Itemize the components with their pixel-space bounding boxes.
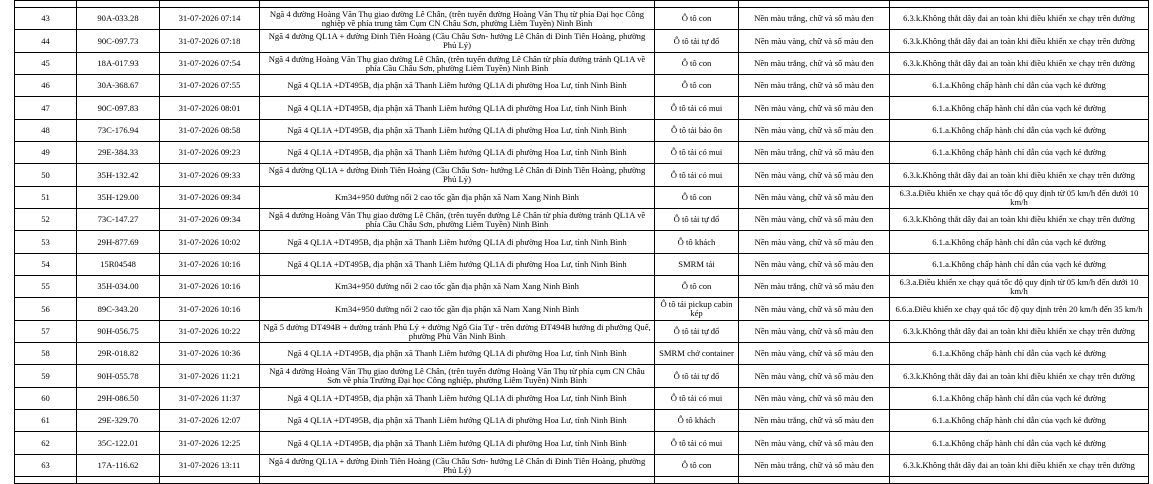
table-row-partial-top — [15, 1, 1149, 8]
cell-violation: 6.1.a.Không chấp hành chỉ dẫn của vạch kẻ đường — [890, 254, 1149, 276]
cell-location: Ngã 4 QL1A +DT495B, địa phận xã Thanh Liêm hướng QL1A đi phường Hoa Lư, tỉnh Ninh Bình — [260, 343, 655, 365]
cell-location: Ngã 5 đường DT494B + đường tránh Phủ Lý + đường Ngô Gia Tự - trên đường ĐT494B hướng đi phường Quế, phường Phù Vân Ninh Bình — [260, 321, 655, 343]
cell-plate-color: Nền màu vàng, chữ và số màu đen — [739, 321, 890, 343]
cell-location: Ngã 4 đường QL1A + đường Đinh Tiên Hoàng (Cầu Châu Sơn- hướng Lê Chân đi Đinh Tiên Hoàng, phường Phủ Lý) — [260, 455, 655, 477]
cell-plate: 90C-097.83 — [77, 97, 160, 120]
table-row — [15, 365, 1149, 388]
cell-vehicle: Ô tô con — [655, 455, 739, 477]
cell-time: 31-07-2026 12:25 — [160, 432, 260, 455]
cell-plate-color: Nền màu vàng, chữ và số màu đen — [739, 298, 890, 321]
cell-time: 31-07-2026 09:33 — [160, 164, 260, 187]
table-row — [15, 455, 1149, 477]
cell-time: 31-07-2026 08:01 — [160, 97, 260, 120]
cell-plate: 29H-086.50 — [77, 388, 160, 410]
table-row — [15, 187, 1149, 209]
cell-location: Ngã 4 QL1A +DT495B, địa phận xã Thanh Liêm hướng QL1A đi phường Hoa Lư, tỉnh Ninh Bình — [260, 254, 655, 276]
cell-stt: 57 — [15, 321, 77, 343]
cell-vehicle: Ô tô tải có mui — [655, 142, 739, 164]
cell-stt: 56 — [15, 298, 77, 321]
cell-location: Ngã 4 QL1A +DT495B, địa phận xã Thanh Liêm hướng QL1A đi phường Hoa Lư, tỉnh Ninh Bình — [260, 97, 655, 120]
cell-stt: 55 — [15, 276, 77, 298]
cell-plate: 29E-329.70 — [77, 410, 160, 432]
cell-stt: 49 — [15, 142, 77, 164]
cell-violation: 6.3.k.Không thắt dây đai an toàn khi điều khiển xe chạy trên đường — [890, 53, 1149, 75]
table-row — [15, 97, 1149, 120]
cell-time: 31-07-2026 10:22 — [160, 321, 260, 343]
cell-time: 31-07-2026 10:16 — [160, 298, 260, 321]
cell-plate: 90H-055.78 — [77, 365, 160, 388]
cell-plate-color: Nền màu vàng, chữ và số màu đen — [739, 365, 890, 388]
table-row — [15, 8, 1149, 30]
cell-plate-color: Nền màu trắng, chữ và số màu đen — [739, 8, 890, 30]
cell-plate: 29H-877.69 — [77, 231, 160, 254]
cell-plate-color: Nền màu trắng, chữ và số màu đen — [739, 142, 890, 164]
table-row — [15, 30, 1149, 53]
cell-time: 31-07-2026 11:37 — [160, 388, 260, 410]
cell-vehicle: Ô tô khách — [655, 410, 739, 432]
cell-violation: 6.1.a.Không chấp hành chỉ dẫn của vạch kẻ đường — [890, 410, 1149, 432]
cell-vehicle: Ô tô tải tự đổ — [655, 30, 739, 53]
cell-location: Ngã 4 QL1A +DT495B, địa phận xã Thanh Liêm hướng QL1A đi phường Hoa Lư, tỉnh Ninh Bình — [260, 410, 655, 432]
cell-plate: 90H-056.75 — [77, 321, 160, 343]
cell-stt: 58 — [15, 343, 77, 365]
cell-plate: 89C-343.20 — [77, 298, 160, 321]
cell-time: 31-07-2026 09:34 — [160, 187, 260, 209]
cell-time: 31-07-2026 08:58 — [160, 120, 260, 142]
violation-table-body — [15, 1, 1149, 484]
table-row — [15, 164, 1149, 187]
cell-plate-color: Nền màu vàng, chữ và số màu đen — [739, 209, 890, 231]
cell-violation: 6.1.a.Không chấp hành chỉ dẫn của vạch kẻ đường — [890, 388, 1149, 410]
cell-time: 31-07-2026 10:16 — [160, 276, 260, 298]
table-row — [15, 298, 1149, 321]
table-row — [15, 75, 1149, 97]
cell-plate-color: Nền màu vàng, chữ và số màu đen — [739, 187, 890, 209]
cell-plate-color: Nền màu trắng, chữ và số màu đen — [739, 75, 890, 97]
cell-violation: 6.3.a.Điều khiển xe chạy quá tốc độ quy định từ 05 km/h đến dưới 10 km/h — [890, 187, 1149, 209]
cell-violation: 6.3.k.Không thắt dây đai an toàn khi điều khiển xe chạy trên đường — [890, 365, 1149, 388]
cell-violation: 6.1.a.Không chấp hành chỉ dẫn của vạch kẻ đường — [890, 432, 1149, 455]
cell-location: Ngã 4 QL1A +DT495B, địa phận xã Thanh Liêm hướng QL1A đi phường Hoa Lư, tỉnh Ninh Bình — [260, 388, 655, 410]
cell-time: 31-07-2026 10:36 — [160, 343, 260, 365]
cell-location: Ngã 4 đường Hoàng Văn Thụ giao đường Lê Chân, (trên tuyến đường Hoàng Văn Thụ từ phía Đại học Công nghiệp về phía trung tâm Cụm CN Châu Sơn, phường Liêm Tuyền) Ninh Bình — [260, 8, 655, 30]
cell-violation: 6.3.k.Không thắt dây đai an toàn khi điều khiển xe chạy trên đường — [890, 455, 1149, 477]
cell-plate: 35H-132.42 — [77, 164, 160, 187]
table-row — [15, 209, 1149, 231]
document-page — [14, 0, 1148, 484]
cell-plate: 15R04548 — [77, 254, 160, 276]
cell-plate: 73C-147.27 — [77, 209, 160, 231]
cell-plate-color: Nền màu trắng, chữ và số màu đen — [739, 276, 890, 298]
cell-vehicle: Ô tô con — [655, 75, 739, 97]
table-row-partial-bottom — [15, 477, 1149, 484]
cell-stt: 62 — [15, 432, 77, 455]
table-row — [15, 388, 1149, 410]
cell-time: 31-07-2026 07:54 — [160, 53, 260, 75]
cell-vehicle: Ô tô con — [655, 276, 739, 298]
table-row — [15, 432, 1149, 455]
cell-violation: 6.1.a.Không chấp hành chỉ dẫn của vạch kẻ đường — [890, 120, 1149, 142]
cell-plate: 35C-122.01 — [77, 432, 160, 455]
cell-violation: 6.3.k.Không thắt dây đai an toàn khi điều khiển xe chạy trên đường — [890, 30, 1149, 53]
cell-location: Ngã 4 QL1A +DT495B, địa phận xã Thanh Liêm hướng QL1A đi phường Hoa Lư, tỉnh Ninh Bình — [260, 231, 655, 254]
cell-vehicle: Ô tô tải có mui — [655, 432, 739, 455]
cell-vehicle: Ô tô con — [655, 53, 739, 75]
cell-plate: 18A-017.93 — [77, 53, 160, 75]
cell-vehicle: Ô tô tải có mui — [655, 164, 739, 187]
cell-location: Ngã 4 đường QL1A + đường Đinh Tiên Hoàng (Cầu Châu Sơn- hướng Lê Chân đi Đinh Tiên Hoàng, phường Phủ Lý) — [260, 30, 655, 53]
cell-stt: 44 — [15, 30, 77, 53]
table-row — [15, 231, 1149, 254]
cell-plate-color: Nền màu trắng, chữ và số màu đen — [739, 53, 890, 75]
cell-vehicle: Ô tô tải tự đổ — [655, 365, 739, 388]
cell-vehicle: Ô tô tải bảo ôn — [655, 120, 739, 142]
cell-location: Km34+950 đường nối 2 cao tốc gần địa phận xã Nam Xang Ninh Bình — [260, 187, 655, 209]
cell-time: 31-07-2026 10:16 — [160, 254, 260, 276]
cell-violation: 6.1.a.Không chấp hành chỉ dẫn của vạch kẻ đường — [890, 343, 1149, 365]
table-row — [15, 120, 1149, 142]
cell-violation: 6.1.a.Không chấp hành chỉ dẫn của vạch kẻ đường — [890, 75, 1149, 97]
cell-location: Km34+950 đường nối 2 cao tốc gần địa phận xã Nam Xang Ninh Bình — [260, 276, 655, 298]
cell-stt: 63 — [15, 455, 77, 477]
cell-plate-color: Nền màu vàng, chữ và số màu đen — [739, 432, 890, 455]
cell-stt: 59 — [15, 365, 77, 388]
cell-location: Km34+950 đường nối 2 cao tốc gần địa phận xã Nam Xang Ninh Bình — [260, 298, 655, 321]
cell-vehicle: Ô tô tải có mui — [655, 388, 739, 410]
cell-time: 31-07-2026 07:18 — [160, 30, 260, 53]
cell-stt: 60 — [15, 388, 77, 410]
cell-plate-color: Nền màu vàng, chữ và số màu đen — [739, 97, 890, 120]
cell-plate-color: Nền màu vàng, chữ và số màu đen — [739, 343, 890, 365]
cell-stt: 50 — [15, 164, 77, 187]
table-row — [15, 321, 1149, 343]
cell-stt: 61 — [15, 410, 77, 432]
cell-vehicle: Ô tô tải pickup cabin kép — [655, 298, 739, 321]
cell-plate-color: Nền màu vàng, chữ và số màu đen — [739, 164, 890, 187]
cell-time: 31-07-2026 07:55 — [160, 75, 260, 97]
cell-time: 31-07-2026 13:11 — [160, 455, 260, 477]
cell-violation: 6.3.k.Không thắt dây đai an toàn khi điều khiển xe chạy trên đường — [890, 8, 1149, 30]
cell-violation: 6.1.a.Không chấp hành chỉ dẫn của vạch kẻ đường — [890, 142, 1149, 164]
cell-stt: 52 — [15, 209, 77, 231]
cell-plate-color: Nền màu vàng, chữ và số màu đen — [739, 120, 890, 142]
cell-location: Ngã 4 QL1A +DT495B, địa phận xã Thanh Liêm hướng QL1A đi phường Hoa Lư, tỉnh Ninh Bình — [260, 432, 655, 455]
cell-time: 31-07-2026 09:23 — [160, 142, 260, 164]
cell-plate-color: Nền màu trắng, chữ và số màu đen — [739, 410, 890, 432]
cell-violation: 6.3.a.Điều khiển xe chạy quá tốc độ quy định từ 05 km/h đến dưới 10 km/h — [890, 276, 1149, 298]
cell-violation: 6.1.a.Không chấp hành chỉ dẫn của vạch kẻ đường — [890, 97, 1149, 120]
table-row — [15, 343, 1149, 365]
cell-stt: 53 — [15, 231, 77, 254]
cell-plate: 90A-033.28 — [77, 8, 160, 30]
table-row — [15, 142, 1149, 164]
cell-stt: 51 — [15, 187, 77, 209]
cell-plate: 35H-129.00 — [77, 187, 160, 209]
cell-violation: 6.3.k.Không thắt dây đai an toàn khi điều khiển xe chạy trên đường — [890, 164, 1149, 187]
cell-location: Ngã 4 đường Hoàng Văn Thụ giao đường Lê Chân, (trên tuyến đường Hoàng Văn Thụ từ phía cụm CN Châu Sơn về phía Trường Đại học Công nghiệp, phường Liêm Tuyền) Ninh Bình — [260, 365, 655, 388]
cell-time: 31-07-2026 11:21 — [160, 365, 260, 388]
cell-vehicle: Ô tô tải tự đổ — [655, 209, 739, 231]
cell-plate: 73C-176.94 — [77, 120, 160, 142]
cell-plate-color: Nền màu trắng, chữ và số màu đen — [739, 455, 890, 477]
cell-plate: 29R-018.82 — [77, 343, 160, 365]
cell-time: 31-07-2026 07:14 — [160, 8, 260, 30]
cell-vehicle: SMRM tải — [655, 254, 739, 276]
table-row — [15, 276, 1149, 298]
cell-time: 31-07-2026 12:07 — [160, 410, 260, 432]
cell-vehicle: Ô tô con — [655, 8, 739, 30]
cell-plate: 30A-368.67 — [77, 75, 160, 97]
cell-location: Ngã 4 đường Hoàng Văn Thụ giao đường Lê Chân, (trên tuyến đường Lê Chân từ phía đường tránh QL1A về phía Cầu Châu Sơn, phường Liêm Tuyền) Ninh Bình — [260, 53, 655, 75]
cell-stt: 47 — [15, 97, 77, 120]
cell-violation: 6.1.a.Không chấp hành chỉ dẫn của vạch kẻ đường — [890, 231, 1149, 254]
cell-vehicle: Ô tô tải có mui — [655, 97, 739, 120]
cell-time: 31-07-2026 10:02 — [160, 231, 260, 254]
table-row — [15, 53, 1149, 75]
cell-stt: 43 — [15, 8, 77, 30]
cell-plate-color: Nền màu vàng, chữ và số màu đen — [739, 254, 890, 276]
cell-location: Ngã 4 đường QL1A + đường Đinh Tiên Hoàng (Cầu Châu Sơn- hướng Lê Chân đi Đinh Tiên Hoàng, phường Phủ Lý) — [260, 164, 655, 187]
cell-vehicle: Ô tô con — [655, 187, 739, 209]
cell-plate-color: Nền màu vàng, chữ và số màu đen — [739, 231, 890, 254]
cell-violation: 6.3.k.Không thắt dây đai an toàn khi điều khiển xe chạy trên đường — [890, 209, 1149, 231]
cell-plate: 90C-097.73 — [77, 30, 160, 53]
cell-plate: 17A-116.62 — [77, 455, 160, 477]
cell-location: Ngã 4 đường Hoàng Văn Thụ giao đường Lê Chân, (trên tuyến đường Lê Chân từ phía đường tránh QL1A về phía Cầu Châu Sơn, phường Liêm Tuyền) Ninh Bình — [260, 209, 655, 231]
cell-violation: 6.6.a.Điều khiển xe chạy quá tốc độ quy định trên 20 km/h đến 35 km/h — [890, 298, 1149, 321]
cell-stt: 45 — [15, 53, 77, 75]
cell-vehicle: Ô tô tải tự đổ — [655, 321, 739, 343]
cell-stt: 46 — [15, 75, 77, 97]
table-row — [15, 254, 1149, 276]
cell-location: Ngã 4 QL1A +DT495B, địa phận xã Thanh Liêm hướng QL1A đi phường Hoa Lư, tỉnh Ninh Bình — [260, 142, 655, 164]
cell-vehicle: SMRM chở container — [655, 343, 739, 365]
cell-vehicle: Ô tô khách — [655, 231, 739, 254]
violation-table — [14, 0, 1149, 484]
cell-plate-color: Nền màu vàng, chữ và số màu đen — [739, 30, 890, 53]
cell-time: 31-07-2026 09:34 — [160, 209, 260, 231]
cell-location: Ngã 4 QL1A +DT495B, địa phận xã Thanh Liêm hướng QL1A đi phường Hoa Lư, tỉnh Ninh Bình — [260, 120, 655, 142]
cell-stt: 54 — [15, 254, 77, 276]
cell-violation: 6.3.k.Không thắt dây đai an toàn khi điều khiển xe chạy trên đường — [890, 321, 1149, 343]
cell-stt: 48 — [15, 120, 77, 142]
cell-plate: 29E-384.33 — [77, 142, 160, 164]
cell-plate: 35H-034.00 — [77, 276, 160, 298]
table-row — [15, 410, 1149, 432]
cell-plate-color: Nền màu vàng, chữ và số màu đen — [739, 388, 890, 410]
cell-location: Ngã 4 QL1A +DT495B, địa phận xã Thanh Liêm hướng QL1A đi phường Hoa Lư, tỉnh Ninh Bình — [260, 75, 655, 97]
